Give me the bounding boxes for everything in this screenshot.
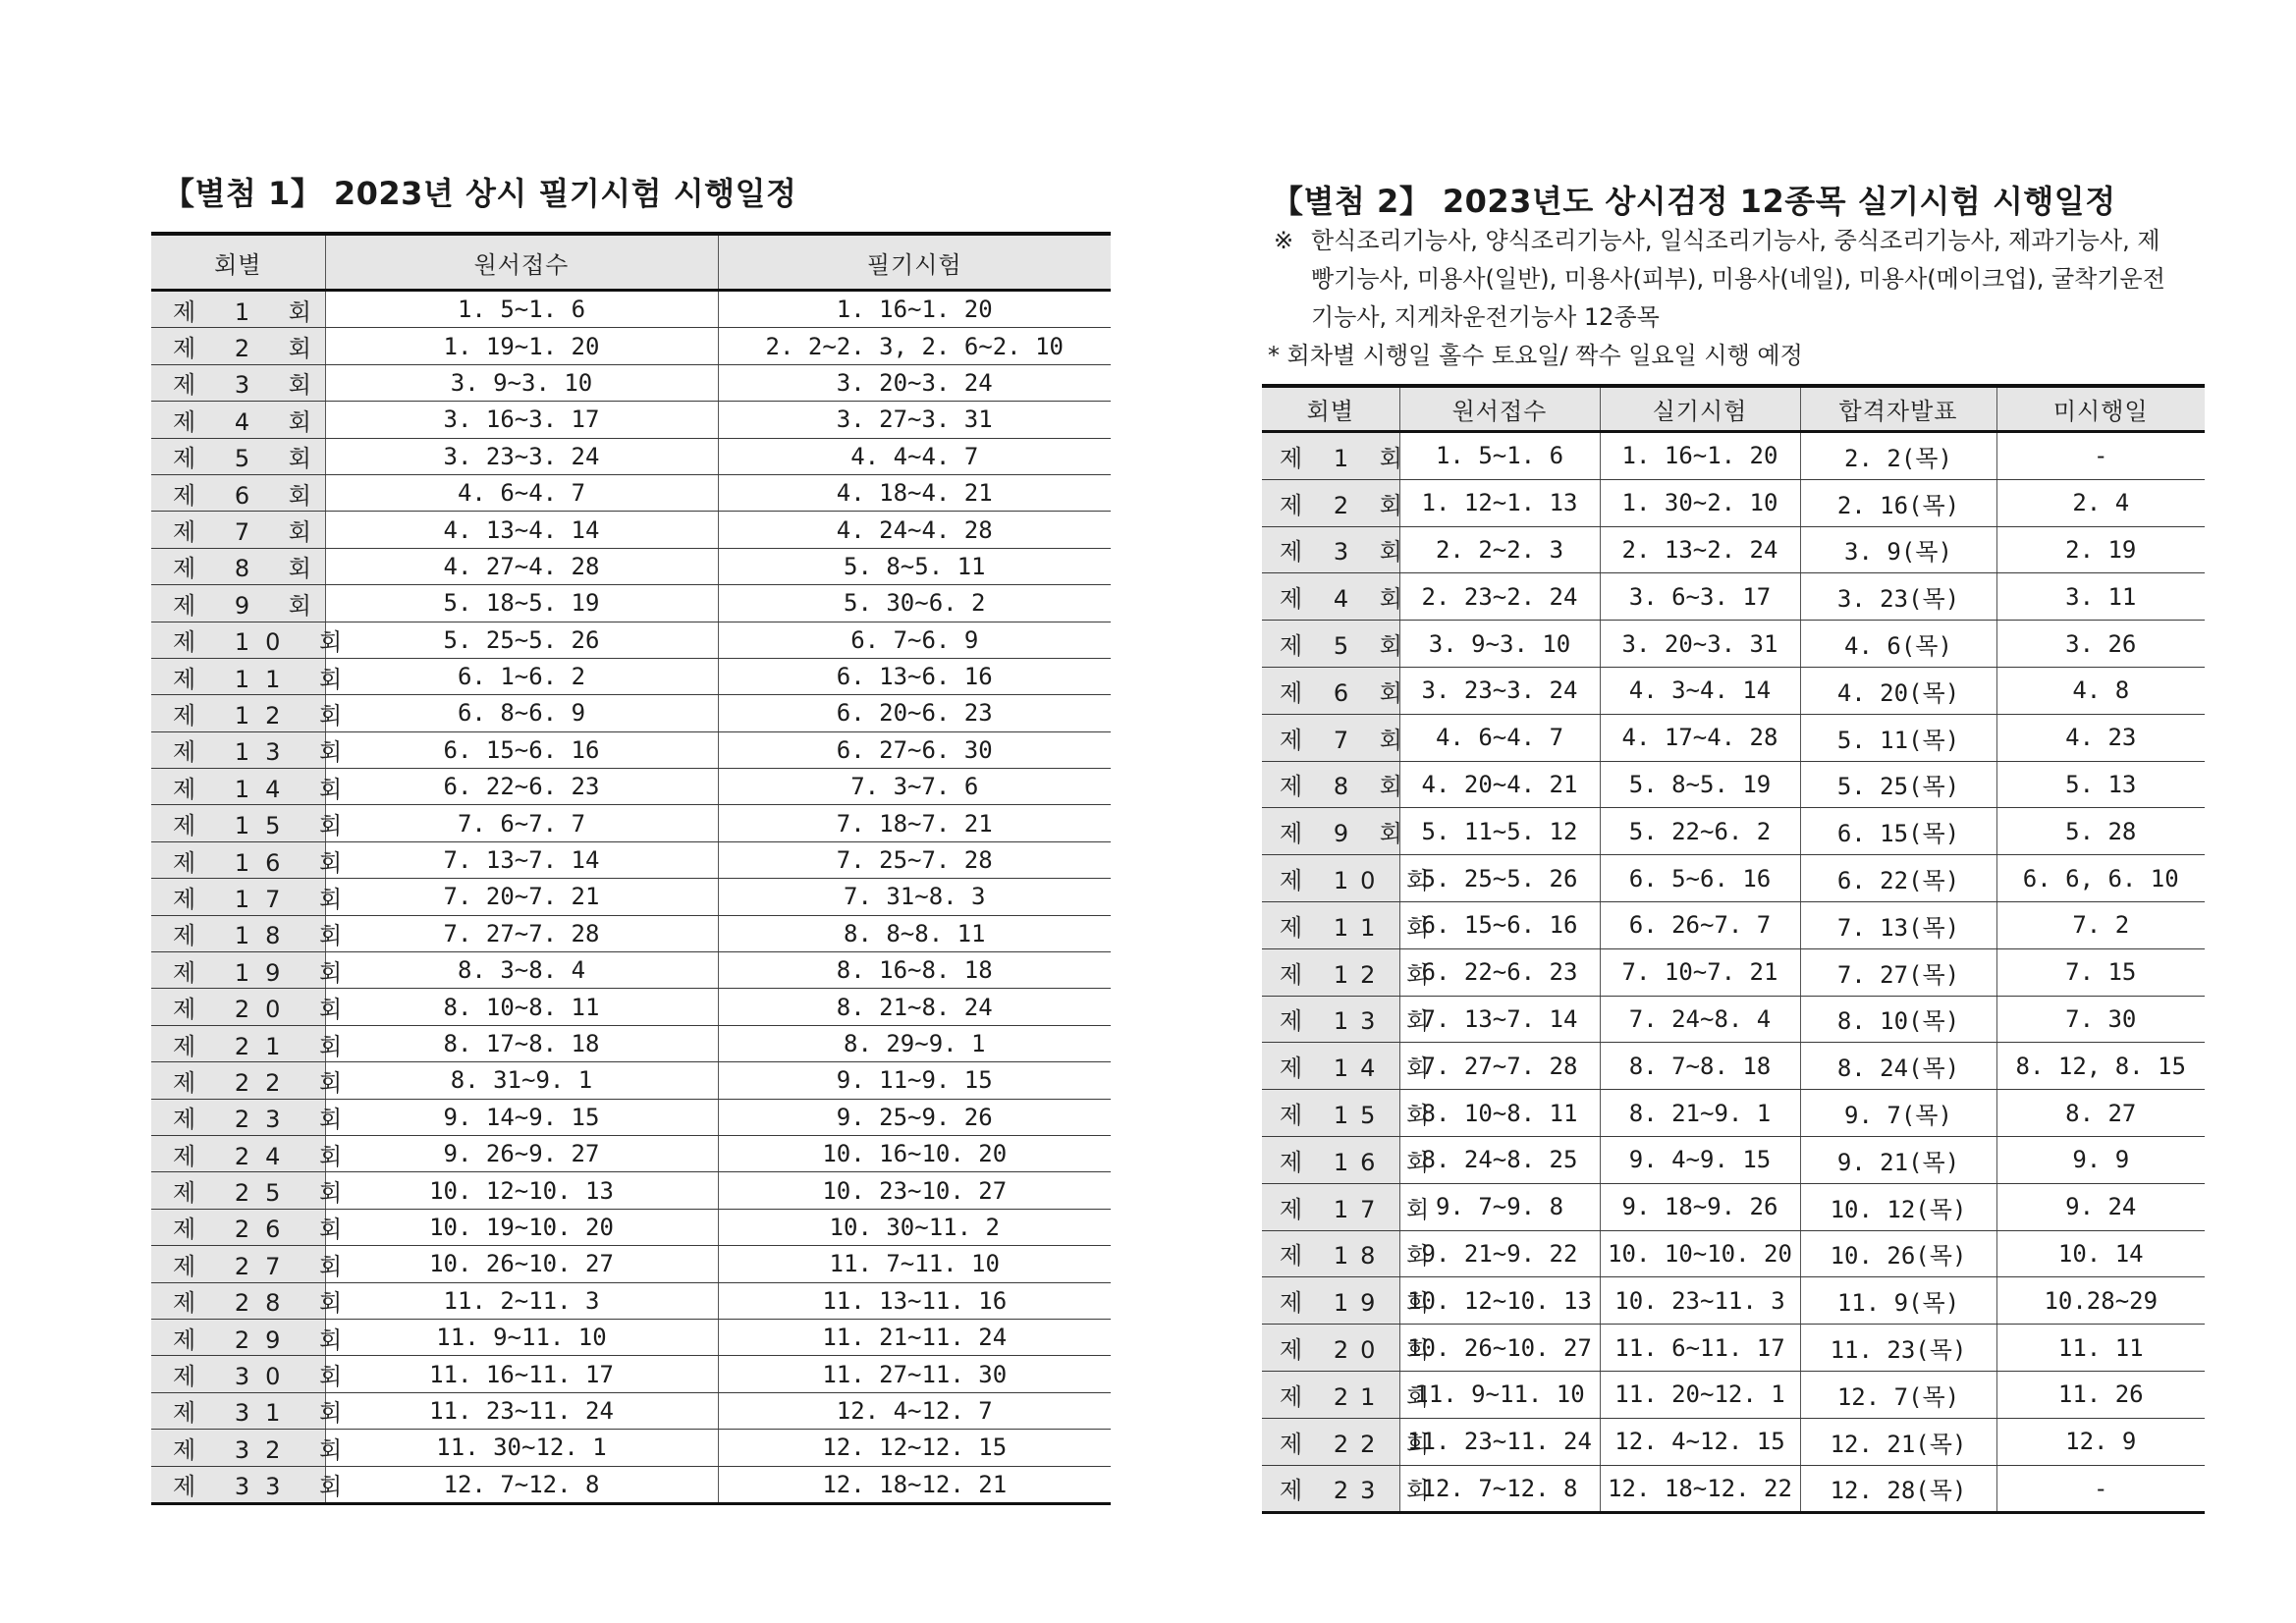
table-row	[1262, 1371, 2205, 1418]
application-period-cell: 5. 25~5. 26	[1399, 855, 1600, 902]
round-cell: 제 23 회	[151, 1099, 325, 1135]
table-row	[151, 769, 1111, 805]
written-exam-period-cell: 3. 27~3. 31	[718, 402, 1111, 438]
header-result-announcement: 합격자발표	[1800, 386, 1996, 432]
round-cell: 제 10 회	[1262, 855, 1399, 902]
result-date-cell: 4. 20(목)	[1800, 667, 1996, 714]
table-row	[1262, 1043, 2205, 1090]
application-period-cell: 3. 16~3. 17	[325, 402, 718, 438]
practical-exam-period-cell: 7. 10~7. 21	[1600, 948, 1800, 996]
round-cell: 제 9 회	[151, 585, 325, 622]
table-row	[151, 1466, 1111, 1503]
result-date-cell: 12. 7(목)	[1800, 1371, 1996, 1418]
table-row	[1262, 432, 2205, 480]
application-period-cell: 1. 19~1. 20	[325, 328, 718, 364]
practical-exam-period-cell: 10. 23~11. 3	[1600, 1277, 1800, 1325]
written-exam-period-cell: 4. 18~4. 21	[718, 474, 1111, 511]
non-exam-day-cell: 4. 23	[1996, 714, 2205, 761]
round-cell: 제 2 회	[1262, 479, 1399, 526]
application-period-cell: 1. 5~1. 6	[1399, 432, 1600, 480]
round-cell: 제 4 회	[1262, 573, 1399, 621]
application-period-cell: 8. 10~8. 11	[325, 989, 718, 1025]
application-period-cell: 10. 26~10. 27	[325, 1246, 718, 1282]
application-period-cell: 10. 12~10. 13	[325, 1172, 718, 1209]
round-cell: 제 16 회	[151, 841, 325, 878]
written-exam-period-cell: 7. 3~7. 6	[718, 769, 1111, 805]
non-exam-day-cell: -	[1996, 1465, 2205, 1513]
table-row	[1262, 901, 2205, 948]
application-period-cell: 3. 9~3. 10	[325, 364, 718, 401]
written-exam-period-cell: 12. 12~12. 15	[718, 1430, 1111, 1466]
application-period-cell: 9. 14~9. 15	[325, 1099, 718, 1135]
table-row	[1262, 761, 2205, 808]
round-cell: 제 21 회	[151, 1025, 325, 1061]
header-application: 원서접수	[325, 234, 718, 291]
result-date-cell: 3. 9(목)	[1800, 526, 1996, 573]
written-exam-rows	[151, 291, 1111, 1504]
practical-exam-period-cell: 11. 6~11. 17	[1600, 1325, 1800, 1372]
non-exam-day-cell: 3. 11	[1996, 573, 2205, 621]
table-row	[151, 952, 1111, 989]
round-cell: 제 13 회	[151, 731, 325, 768]
left-title: 【별첨 1】 2023년 상시 필기시험 시행일정	[163, 175, 797, 212]
written-exam-period-cell: 11. 21~11. 24	[718, 1319, 1111, 1355]
practical-exam-period-cell: 6. 5~6. 16	[1600, 855, 1800, 902]
round-cell: 제 17 회	[1262, 1183, 1399, 1230]
written-exam-period-cell: 5. 8~5. 11	[718, 548, 1111, 584]
table-row	[151, 1430, 1111, 1466]
target-items-note	[1274, 222, 2205, 337]
round-cell: 제 15 회	[151, 805, 325, 841]
non-exam-day-cell: 2. 4	[1996, 479, 2205, 526]
round-cell: 제 2 회	[151, 328, 325, 364]
written-exam-period-cell: 2. 2~2. 3, 2. 6~2. 10	[718, 328, 1111, 364]
application-period-cell: 9. 26~9. 27	[325, 1135, 718, 1171]
table-row	[151, 841, 1111, 878]
round-cell: 제 13 회	[1262, 996, 1399, 1043]
round-cell: 제 32 회	[151, 1430, 325, 1466]
application-period-cell: 6. 22~6. 23	[325, 769, 718, 805]
round-cell: 제 14 회	[1262, 1043, 1399, 1090]
application-period-cell: 5. 25~5. 26	[325, 622, 718, 658]
application-period-cell: 3. 23~3. 24	[1399, 667, 1600, 714]
application-period-cell: 4. 6~4. 7	[325, 474, 718, 511]
schedule-note: * 회차별 시행일 홀수 토요일/ 짝수 일요일 시행 예정	[1268, 342, 1803, 369]
result-date-cell: 8. 10(목)	[1800, 996, 1996, 1043]
header-practical-exam: 실기시험	[1600, 386, 1800, 432]
result-date-cell: 10. 12(목)	[1800, 1183, 1996, 1230]
header-row	[1262, 386, 2205, 432]
round-cell: 제 6 회	[151, 474, 325, 511]
round-cell: 제 11 회	[151, 658, 325, 694]
table-row	[151, 474, 1111, 511]
application-period-cell: 11. 30~12. 1	[325, 1430, 718, 1466]
written-exam-period-cell: 11. 13~11. 16	[718, 1282, 1111, 1319]
result-date-cell: 9. 7(목)	[1800, 1090, 1996, 1137]
header-round: 회별	[151, 234, 325, 291]
written-exam-period-cell: 11. 27~11. 30	[718, 1356, 1111, 1392]
written-exam-period-cell: 6. 7~6. 9	[718, 622, 1111, 658]
non-exam-day-cell: 8. 27	[1996, 1090, 2205, 1137]
application-period-cell: 6. 22~6. 23	[1399, 948, 1600, 996]
table-row	[151, 585, 1111, 622]
written-exam-period-cell: 9. 25~9. 26	[718, 1099, 1111, 1135]
round-cell: 제 4 회	[151, 402, 325, 438]
result-date-cell: 10. 26(목)	[1800, 1230, 1996, 1277]
result-date-cell: 4. 6(목)	[1800, 621, 1996, 668]
round-cell: 제 3 회	[151, 364, 325, 401]
application-period-cell: 8. 31~9. 1	[325, 1062, 718, 1099]
table-row	[151, 1135, 1111, 1171]
round-cell: 제 31 회	[151, 1392, 325, 1429]
round-cell: 제 12 회	[1262, 948, 1399, 996]
table-row	[151, 658, 1111, 694]
table-row	[1262, 479, 2205, 526]
target-items-text: 한식조리기능사, 양식조리기능사, 일식조리기능사, 중식조리기능사, 제과기능사, 제빵기능사, 미용사(일반), 미용사(피부), 미용사(네일), 미용사(메이크업), 굴착기운전기능사, 지게차운전기능사 12종목	[1311, 227, 2165, 331]
table-row	[1262, 1183, 2205, 1230]
non-exam-day-cell: 7. 15	[1996, 948, 2205, 996]
written-exam-period-cell: 7. 31~8. 3	[718, 879, 1111, 915]
table-row	[1262, 996, 2205, 1043]
round-cell: 제 10 회	[151, 622, 325, 658]
practical-exam-period-cell: 5. 8~5. 19	[1600, 761, 1800, 808]
application-period-cell: 10. 26~10. 27	[1399, 1325, 1600, 1372]
practical-exam-period-cell: 8. 7~8. 18	[1600, 1043, 1800, 1090]
result-date-cell: 12. 21(목)	[1800, 1418, 1996, 1465]
result-date-cell: 5. 25(목)	[1800, 761, 1996, 808]
round-cell: 제 17 회	[151, 879, 325, 915]
table-row	[151, 1319, 1111, 1355]
header-round: 회별	[1262, 386, 1399, 432]
table-row	[151, 364, 1111, 401]
practical-exam-period-cell: 12. 4~12. 15	[1600, 1418, 1800, 1465]
table-row	[151, 1209, 1111, 1245]
result-date-cell: 11. 23(목)	[1800, 1325, 1996, 1372]
application-period-cell: 8. 3~8. 4	[325, 952, 718, 989]
practical-exam-period-cell: 1. 30~2. 10	[1600, 479, 1800, 526]
note-mark: ※	[1274, 227, 1294, 254]
application-period-cell: 11. 23~11. 24	[1399, 1418, 1600, 1465]
result-date-cell: 2. 16(목)	[1800, 479, 1996, 526]
practical-exam-period-cell: 8. 21~9. 1	[1600, 1090, 1800, 1137]
table-row	[151, 622, 1111, 658]
round-cell: 제 19 회	[1262, 1277, 1399, 1325]
written-exam-period-cell: 12. 18~12. 21	[718, 1466, 1111, 1503]
round-cell: 제 11 회	[1262, 901, 1399, 948]
non-exam-day-cell: 9. 9	[1996, 1136, 2205, 1183]
non-exam-day-cell: 8. 12, 8. 15	[1996, 1043, 2205, 1090]
application-period-cell: 9. 21~9. 22	[1399, 1230, 1600, 1277]
application-period-cell: 4. 6~4. 7	[1399, 714, 1600, 761]
table-row	[151, 879, 1111, 915]
practical-exam-period-cell: 11. 20~12. 1	[1600, 1371, 1800, 1418]
written-exam-period-cell: 8. 29~9. 1	[718, 1025, 1111, 1061]
table-row	[151, 731, 1111, 768]
round-cell: 제 18 회	[1262, 1230, 1399, 1277]
round-cell: 제 22 회	[151, 1062, 325, 1099]
result-date-cell: 12. 28(목)	[1800, 1465, 1996, 1513]
application-period-cell: 10. 12~10. 13	[1399, 1277, 1600, 1325]
practical-exam-period-cell: 3. 6~3. 17	[1600, 573, 1800, 621]
practical-exam-period-cell: 4. 3~4. 14	[1600, 667, 1800, 714]
table-row	[151, 438, 1111, 474]
result-date-cell: 7. 27(목)	[1800, 948, 1996, 996]
application-period-cell: 6. 15~6. 16	[1399, 901, 1600, 948]
round-cell: 제 15 회	[1262, 1090, 1399, 1137]
table-row	[151, 1099, 1111, 1135]
written-exam-period-cell: 6. 13~6. 16	[718, 658, 1111, 694]
written-exam-period-cell: 3. 20~3. 24	[718, 364, 1111, 401]
non-exam-day-cell: 7. 30	[1996, 996, 2205, 1043]
table-row	[1262, 573, 2205, 621]
non-exam-day-cell: 2. 19	[1996, 526, 2205, 573]
round-cell: 제 8 회	[151, 548, 325, 584]
table-row	[151, 1025, 1111, 1061]
header-row	[151, 234, 1111, 291]
non-exam-day-cell: 6. 6, 6. 10	[1996, 855, 2205, 902]
practical-exam-schedule	[1262, 177, 2205, 1514]
non-exam-day-cell: 4. 8	[1996, 667, 2205, 714]
application-period-cell: 8. 10~8. 11	[1399, 1090, 1600, 1137]
non-exam-day-cell: 9. 24	[1996, 1183, 2205, 1230]
application-period-cell: 4. 20~4. 21	[1399, 761, 1600, 808]
table-row	[1262, 667, 2205, 714]
table-row	[151, 291, 1111, 328]
application-period-cell: 2. 2~2. 3	[1399, 526, 1600, 573]
written-exam-period-cell: 5. 30~6. 2	[718, 585, 1111, 622]
written-exam-period-cell: 8. 8~8. 11	[718, 915, 1111, 951]
application-period-cell: 3. 9~3. 10	[1399, 621, 1600, 668]
table-row	[151, 1356, 1111, 1392]
application-period-cell: 7. 6~7. 7	[325, 805, 718, 841]
application-period-cell: 5. 18~5. 19	[325, 585, 718, 622]
application-period-cell: 4. 13~4. 14	[325, 512, 718, 548]
written-exam-period-cell: 10. 16~10. 20	[718, 1135, 1111, 1171]
practical-exam-period-cell: 3. 20~3. 31	[1600, 621, 1800, 668]
application-period-cell: 1. 5~1. 6	[325, 291, 718, 328]
table-row	[1262, 1277, 2205, 1325]
result-date-cell: 3. 23(목)	[1800, 573, 1996, 621]
round-cell: 제 1 회	[1262, 432, 1399, 480]
application-period-cell: 11. 16~11. 17	[325, 1356, 718, 1392]
table-row	[151, 548, 1111, 584]
table-row	[151, 1246, 1111, 1282]
header-non-exam-day: 미시행일	[1996, 386, 2205, 432]
result-date-cell: 5. 11(목)	[1800, 714, 1996, 761]
table-row	[151, 805, 1111, 841]
round-cell: 제 5 회	[1262, 621, 1399, 668]
practical-exam-period-cell: 9. 18~9. 26	[1600, 1183, 1800, 1230]
round-cell: 제 23 회	[1262, 1465, 1399, 1513]
written-exam-period-cell: 4. 24~4. 28	[718, 512, 1111, 548]
practical-exam-table	[1262, 384, 2205, 1514]
application-period-cell: 7. 27~7. 28	[1399, 1043, 1600, 1090]
non-exam-day-cell: 3. 26	[1996, 621, 2205, 668]
result-date-cell: 6. 22(목)	[1800, 855, 1996, 902]
round-cell: 제 7 회	[1262, 714, 1399, 761]
application-period-cell: 6. 15~6. 16	[325, 731, 718, 768]
round-cell: 제 20 회	[151, 989, 325, 1025]
application-period-cell: 5. 11~5. 12	[1399, 808, 1600, 855]
application-period-cell: 12. 7~12. 8	[325, 1466, 718, 1503]
round-cell: 제 25 회	[151, 1172, 325, 1209]
table-row	[1262, 714, 2205, 761]
written-exam-period-cell: 6. 27~6. 30	[718, 731, 1111, 768]
application-period-cell: 11. 9~11. 10	[1399, 1371, 1600, 1418]
application-period-cell: 9. 7~9. 8	[1399, 1183, 1600, 1230]
written-exam-period-cell: 9. 11~9. 15	[718, 1062, 1111, 1099]
non-exam-day-cell: 11. 11	[1996, 1325, 2205, 1372]
application-period-cell: 10. 19~10. 20	[325, 1209, 718, 1245]
written-exam-period-cell: 4. 4~4. 7	[718, 438, 1111, 474]
written-exam-period-cell: 11. 7~11. 10	[718, 1246, 1111, 1282]
result-date-cell: 9. 21(목)	[1800, 1136, 1996, 1183]
table-row	[1262, 1325, 2205, 1372]
table-row	[1262, 1090, 2205, 1137]
practical-exam-rows	[1262, 432, 2205, 1513]
right-title: 【별첨 2】 2023년도 상시검정 12종목 실기시험 시행일정	[1272, 183, 2116, 220]
practical-exam-period-cell: 10. 10~10. 20	[1600, 1230, 1800, 1277]
application-period-cell: 3. 23~3. 24	[325, 438, 718, 474]
written-exam-period-cell: 1. 16~1. 20	[718, 291, 1111, 328]
round-cell: 제 5 회	[151, 438, 325, 474]
non-exam-day-cell: 5. 13	[1996, 761, 2205, 808]
application-period-cell: 11. 23~11. 24	[325, 1392, 718, 1429]
table-row	[151, 1062, 1111, 1099]
round-cell: 제 19 회	[151, 952, 325, 989]
non-exam-day-cell: 7. 2	[1996, 901, 2205, 948]
table-row	[1262, 1136, 2205, 1183]
result-date-cell: 6. 15(목)	[1800, 808, 1996, 855]
round-cell: 제 30 회	[151, 1356, 325, 1392]
written-exam-table	[151, 232, 1111, 1505]
round-cell: 제 14 회	[151, 769, 325, 805]
practical-exam-period-cell: 6. 26~7. 7	[1600, 901, 1800, 948]
round-cell: 제 22 회	[1262, 1418, 1399, 1465]
round-cell: 제 9 회	[1262, 808, 1399, 855]
table-row	[1262, 948, 2205, 996]
non-exam-day-cell: 12. 9	[1996, 1418, 2205, 1465]
application-period-cell: 6. 1~6. 2	[325, 658, 718, 694]
result-date-cell: 8. 24(목)	[1800, 1043, 1996, 1090]
table-row	[151, 328, 1111, 364]
table-row	[1262, 1418, 2205, 1465]
table-row	[1262, 621, 2205, 668]
table-row	[151, 695, 1111, 731]
application-period-cell: 6. 8~6. 9	[325, 695, 718, 731]
table-row	[151, 1282, 1111, 1319]
practical-exam-period-cell: 9. 4~9. 15	[1600, 1136, 1800, 1183]
written-exam-period-cell: 12. 4~12. 7	[718, 1392, 1111, 1429]
table-row	[1262, 855, 2205, 902]
application-period-cell: 11. 9~11. 10	[325, 1319, 718, 1355]
written-exam-period-cell: 10. 23~10. 27	[718, 1172, 1111, 1209]
written-exam-period-cell: 7. 25~7. 28	[718, 841, 1111, 878]
round-cell: 제 33 회	[151, 1466, 325, 1503]
application-period-cell: 7. 20~7. 21	[325, 879, 718, 915]
application-period-cell: 4. 27~4. 28	[325, 548, 718, 584]
round-cell: 제 6 회	[1262, 667, 1399, 714]
application-period-cell: 7. 13~7. 14	[1399, 996, 1600, 1043]
table-row	[1262, 526, 2205, 573]
round-cell: 제 26 회	[151, 1209, 325, 1245]
application-period-cell: 11. 2~11. 3	[325, 1282, 718, 1319]
application-period-cell: 8. 17~8. 18	[325, 1025, 718, 1061]
application-period-cell: 12. 7~12. 8	[1399, 1465, 1600, 1513]
round-cell: 제 24 회	[151, 1135, 325, 1171]
application-period-cell: 1. 12~1. 13	[1399, 479, 1600, 526]
application-period-cell: 7. 13~7. 14	[325, 841, 718, 878]
result-date-cell: 7. 13(목)	[1800, 901, 1996, 948]
result-date-cell: 11. 9(목)	[1800, 1277, 1996, 1325]
application-period-cell: 7. 27~7. 28	[325, 915, 718, 951]
written-exam-period-cell: 8. 21~8. 24	[718, 989, 1111, 1025]
non-exam-day-cell: 10. 14	[1996, 1230, 2205, 1277]
table-row	[1262, 808, 2205, 855]
application-period-cell: 2. 23~2. 24	[1399, 573, 1600, 621]
table-row	[1262, 1230, 2205, 1277]
round-cell: 제 20 회	[1262, 1325, 1399, 1372]
table-row	[151, 989, 1111, 1025]
round-cell: 제 21 회	[1262, 1371, 1399, 1418]
table-row	[151, 915, 1111, 951]
table-row	[151, 1392, 1111, 1429]
practical-exam-period-cell: 7. 24~8. 4	[1600, 996, 1800, 1043]
round-cell: 제 8 회	[1262, 761, 1399, 808]
non-exam-day-cell: 10.28~29	[1996, 1277, 2205, 1325]
result-date-cell: 2. 2(목)	[1800, 432, 1996, 480]
written-exam-schedule	[151, 169, 1111, 1505]
header-application: 원서접수	[1399, 386, 1600, 432]
round-cell: 제 27 회	[151, 1246, 325, 1282]
table-row	[151, 1172, 1111, 1209]
round-cell: 제 29 회	[151, 1319, 325, 1355]
application-period-cell: 8. 24~8. 25	[1399, 1136, 1600, 1183]
practical-exam-period-cell: 2. 13~2. 24	[1600, 526, 1800, 573]
round-cell: 제 28 회	[151, 1282, 325, 1319]
non-exam-day-cell: 5. 28	[1996, 808, 2205, 855]
round-cell: 제 12 회	[151, 695, 325, 731]
table-row	[151, 512, 1111, 548]
round-cell: 제 1 회	[151, 291, 325, 328]
header-written-exam: 필기시험	[718, 234, 1111, 291]
practical-exam-period-cell: 4. 17~4. 28	[1600, 714, 1800, 761]
practical-exam-period-cell: 5. 22~6. 2	[1600, 808, 1800, 855]
practical-exam-period-cell: 12. 18~12. 22	[1600, 1465, 1800, 1513]
round-cell: 제 16 회	[1262, 1136, 1399, 1183]
written-exam-period-cell: 10. 30~11. 2	[718, 1209, 1111, 1245]
non-exam-day-cell: -	[1996, 432, 2205, 480]
written-exam-period-cell: 7. 18~7. 21	[718, 805, 1111, 841]
table-row	[1262, 1465, 2205, 1513]
round-cell: 제 18 회	[151, 915, 325, 951]
non-exam-day-cell: 11. 26	[1996, 1371, 2205, 1418]
written-exam-period-cell: 8. 16~8. 18	[718, 952, 1111, 989]
practical-exam-period-cell: 1. 16~1. 20	[1600, 432, 1800, 480]
round-cell: 제 3 회	[1262, 526, 1399, 573]
round-cell: 제 7 회	[151, 512, 325, 548]
table-row	[151, 402, 1111, 438]
written-exam-period-cell: 6. 20~6. 23	[718, 695, 1111, 731]
